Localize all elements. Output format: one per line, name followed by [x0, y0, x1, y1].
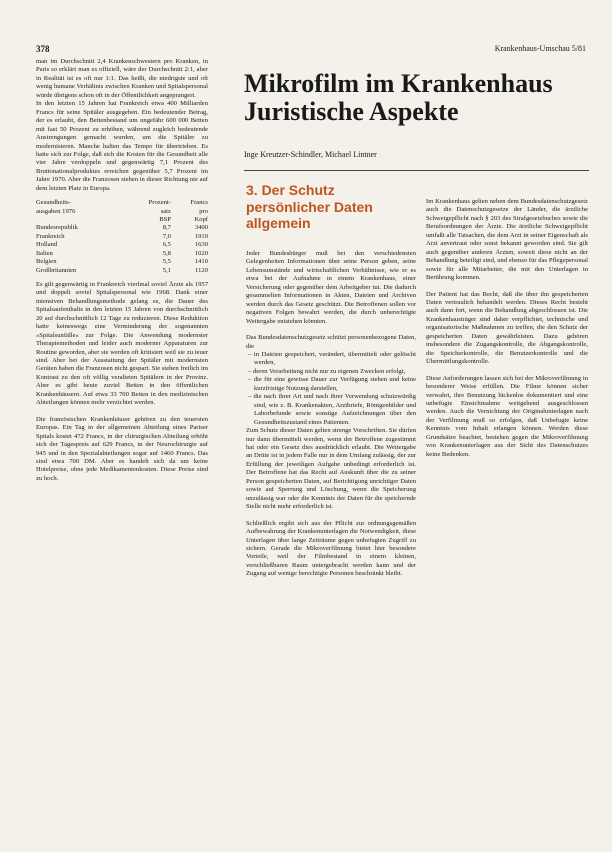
middle-column — [246, 250, 416, 579]
bullet-list — [246, 351, 416, 427]
heading-line: persönlicher Daten — [246, 198, 373, 215]
article-title — [244, 70, 594, 126]
paragraph: Diese Anforderungen lassen sich bei der Mikroverfilmung in besonderer Weise erfüllen. Die Filme können sicher verwahrt, ihre Benutzung lückenlos dokumentiert und eine unbefugte Einsichtnahme weitgehend ausgeschlossen werden. Auch die Vernichtung der Originalunterlagen nach der Verfilmung muß so erfolgen, daß Unbefugte keine Kenntnis vom Inhalt erlangen können. Werden diese Grundsätze beachtet, bestehen gegen die Mikroverfilmung von Krankenunterlagen aus der Sicht des Datenschutzes keine Bedenken. — [426, 374, 588, 458]
paragraph: Jeder Bundesbürger muß bei den verschiedensten Gelegenheiten Informationen über seine Person geben, seine Lebensumstände und wirtschaftlichen Verhältnisse, wie er es etwa bei der Aufnahme in einem Krankenhaus, einer Versicherung oder gegenüber dem Arbeitgeber tut. Die dadurch gesammelten Informationen in Akten, Dateien und Archiven werden durch das Gesetz geschützt. Die Betroffenen sollen vor negativen Folgen bewahrt werden, die durch unberechtigte Weitergabe entstehen könnten. — [246, 250, 416, 325]
table-header: Gesundheits- ausgaben 1976 — [36, 199, 76, 215]
table-header: Francs pro Kopf — [190, 199, 208, 224]
heading-line: 3. Der Schutz — [246, 182, 335, 198]
paragraph: man im Durchschnitt 2,4 Krankenschwestern pro Kranken, in Paris so erklärt man es offiziell, wäre der Durchschnitt 2:1, aber in Realität ist es oft nur 1:1. Das heißt, die niedrigste und oft wenig humane Verhältnis zwischen Kranken und Spitalspersonal würde übrigens schon oft in der Öffentlichkeit angeprangert. — [36, 58, 208, 99]
table-row — [36, 258, 208, 266]
title-line: Mikrofilm im Krankenhaus — [244, 69, 553, 98]
table-cell: 7,0 — [162, 232, 171, 240]
left-column — [36, 58, 208, 483]
table-header: Prozent- satz BSP — [148, 199, 171, 224]
paragraph: Die französischen Krankenhäuser gehören zu den teuersten Europas. Ein Tag in der allgemeinen Abteilung eines Pariser Spitals kostet 472 Francs, in der chirurgischen Abteilung erhöht sich der Tagespreis auf 629 Francs, in der Neurochirurgie auf 945 und in den Spezialabteilungen sogar auf 1460 Francs. Das sind etwa 700 DM. Aber es handelt sich da um keine Hotelpreise, ohne jede Medikamentenkosten. Diese Preise sind zu hoch. — [36, 415, 208, 482]
table-cell: 1120 — [195, 266, 208, 274]
table-row — [36, 267, 208, 275]
article-authors: Inge Kreutzer-Schindler, Michael Lintner — [244, 150, 377, 159]
table-row — [36, 241, 208, 249]
right-column — [426, 198, 588, 459]
divider — [244, 170, 589, 171]
table-cell: Bundesrepublik — [36, 224, 78, 232]
table-cell: 3400 — [194, 224, 208, 232]
paragraph: Zum Schutz dieser Daten gelten strenge Vorschriften. Sie dürfen nur dann übermittelt werden, wenn der Betroffene zugestimmt hat oder ein Gesetz dies ausdrücklich erlaubt. Die Weitergabe an Dritte ist in jedem Falle nur in dem Umfang zulässig, der zur Erfüllung der jeweiligen Aufgabe unbedingt erforderlich ist. Der Betroffene hat das Recht auf Auskunft über die zu seiner Person gespeicherten Daten, auf Berichtigung unrichtiger Daten sowie auf Sperrung und Löschung, wenn die Speicherung unzulässig war oder die Kenntnis der Daten für die speichernde Stelle nicht mehr erforderlich ist. — [246, 427, 416, 511]
table-cell: 1020 — [194, 249, 208, 257]
list-item: – die nach ihrer Art und nach ihrer Verwendung schutzwürdig sind, wie z. B. Krankenakten, Arztbriefe, Röntgenbilder und Laborbefunde sowie sonstige Aufzeichnungen über den Gesundheitszustand eines Patienten. — [254, 393, 416, 427]
table-cell: 6,5 — [162, 241, 171, 249]
table-cell: 5,5 — [162, 258, 171, 266]
table-cell: Frankreich — [36, 232, 65, 240]
page-number: 378 — [36, 44, 50, 54]
table-cell: 1910 — [194, 232, 208, 240]
paragraph: Es gilt gegenwärtig in Frankreich vierlmal soviel Ärzte als 1957 und doppelt soviel Spitalspersonal wie 1968. Dank einer intensiven Behandlungsmethode gelang es, die Dauer des Spitalsaufenthalts in den letzten 15 Jahren von durchschnittlich 20 auf durchschnittlich 12 Tage zu reduzieren. Diese Reduktion hatte keineswegs eine Verminderung der sogenannten »Spitalsunfälle« zur Folge. Die Anwendung modernster Therapiemethoden und leider auch moderner Apparaturen zur Routine geworden, aber sie werden oft kritisiert weil sie zu teuer sind. Aber bei der Ausstattung der Spitäler mit modernsten Geräten haben die Franzosen nicht gespart. Sie stehen freilich im Kontrast zu den oft völlig veralteten Spitälern in der Provinz. Aber es gibt heute zuviel Betten in den öffentlichen Krankenhäusern. Auf etwa 33 700 Betten in den medizinischen Abteilungen können mehr verzichtet werden. — [36, 280, 208, 407]
table-cell: 5,1 — [162, 266, 171, 274]
title-line: Juristische Aspekte — [244, 97, 459, 126]
paragraph: Schließlich ergibt sich aus der Pflicht zur ordnungsgemäßen Aufbewahrung der Krankenunterlagen die Notwendigkeit, diese Unterlagen über lange Zeiträume gegen unbefugten Zugriff zu sichern. Gerade die Mikroverfilmung bietet hier besondere Vorteile, weil der Filmbestand in einem kleinen, verschließbaren Raum untergebracht werden kann und der Zugang auf wenige berechtigte Personen beschränkt bleibt. — [246, 519, 416, 578]
table-header-row — [36, 199, 208, 224]
list-item: – in Dateien gespeichert, verändert, übermittelt oder gelöscht werden, — [254, 351, 416, 368]
table-row — [36, 250, 208, 258]
heading-line: allgemein — [246, 215, 311, 231]
list-item: – deren Verarbeitung nicht nur zu eigenen Zwecken erfolgt, — [254, 368, 416, 376]
running-head: Krankenhaus-Umschau 5/81 — [494, 44, 586, 53]
section-heading — [246, 182, 416, 232]
health-expenditure-table — [36, 199, 208, 275]
table-cell: 5,8 — [162, 249, 171, 257]
table-cell: Belgien — [36, 258, 57, 266]
paragraph: In den letzten 15 Jahren hat Frankreich etwa 400 Milliarden Francs für seine Spitäler ausgegeben. Ein bedeutender Betrag, der es erlaubt, den Bettenbestand um ungefähr 600 000 Betten mit fast 50 Prozent zu erhöhen, während zugleich bedeutende Anstrengungen gemacht wurden, um die Spitäler zu modernisieren. Manche halten das Tempo für übertrieben. Es hatte sich zur Folge, daß sich die Kosten für die Gesundheit alle vier Jahre verdoppeln und gegenwärtig 7,1 Prozent des Bruttonationalproduktes erreichen gegenüber 5,7 Prozent im Jahre 1970. Aber die Franzosen stehen in dieser Richtung nie auf dem letzten Platz in Europa. — [36, 100, 208, 192]
paragraph: Der Patient hat das Recht, daß die über ihn gespeicherten Daten vertraulich behandelt werden. Dieses Recht besteht auch dann fort, wenn die Behandlung abgeschlossen ist. Die Krankenhausträger sind daher verpflichtet, technische und organisatorische Maßnahmen zu treffen, die den Schutz der gespeicherten Daten gewährleisten. Dazu gehören insbesondere die Zugangskontrolle, die Abgangskontrolle, die Speicherkontrolle, die Benutzerkontrolle und die Übermittlungskontrolle. — [426, 290, 588, 366]
table-cell: 8,7 — [162, 224, 171, 232]
table-cell: Italien — [36, 249, 53, 257]
table-cell: 1630 — [194, 241, 208, 249]
table-row — [36, 224, 208, 232]
table-cell: 1410 — [194, 258, 208, 266]
table-cell: Holland — [36, 241, 58, 249]
paragraph: Das Bundesdatenschutzgesetz schützt personenbezogene Daten, die — [246, 334, 416, 350]
table-cell: Großbritannien — [36, 266, 77, 274]
paragraph: Im Krankenhaus gelten neben dem Bundesdatenschutzgesetz auch die Datenschutzgesetze der Länder, die ärztliche Schweigepflicht nach § 203 des Strafgesetzbuches sowie die Berufsordnungen der Ärzte. Die ärztliche Schweigepflicht umfaßt alle Tatsachen, die dem Arzt in seiner Eigenschaft als Arzt anvertraut oder sonst bekannt geworden sind. Sie gilt auch gegenüber anderen Ärzten, soweit diese nicht an der Behandlung beteiligt sind, und ebenso für das Pflegepersonal sowie für alle Mitarbeiter, die mit den Unterlagen in Berührung kommen. — [426, 198, 588, 282]
list-item: – die für eine gewisse Dauer zur Verfügung stehen und keine kurzfristige Nutzung darstellen, — [254, 376, 416, 393]
table-row — [36, 233, 208, 241]
